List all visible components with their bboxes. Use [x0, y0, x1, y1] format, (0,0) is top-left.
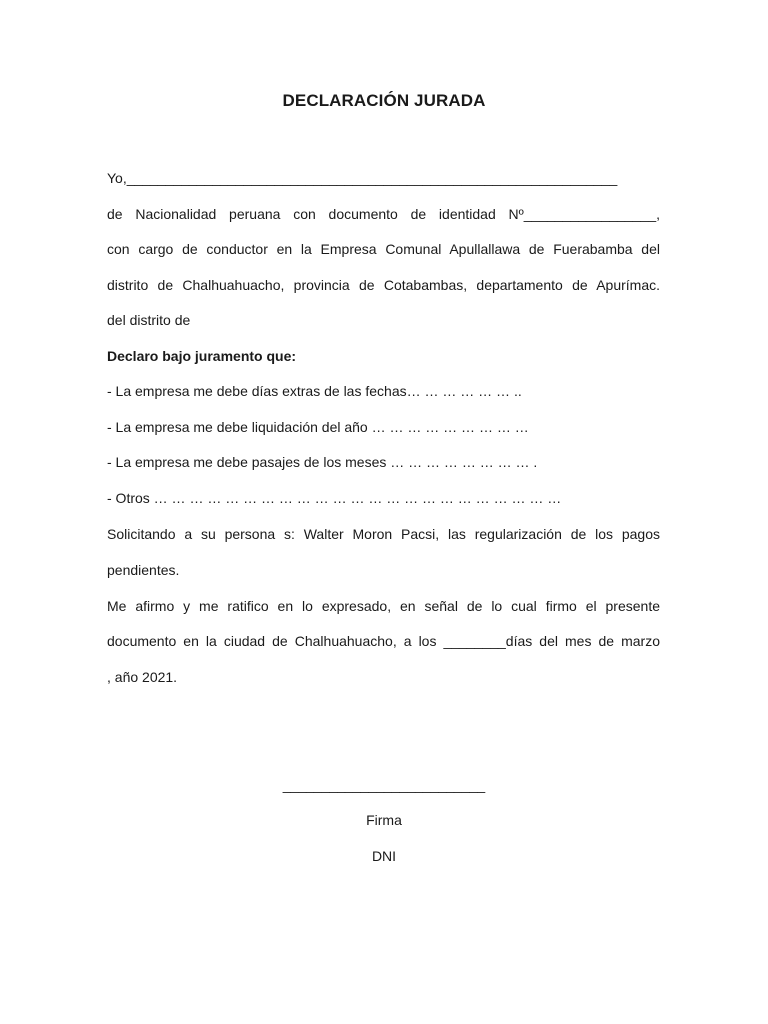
request-line: Solicitando a su persona s: Walter Moron Pacsi, las regularización de los pagos: [107, 526, 660, 542]
item-others: - Otros … … … … … … … … … … … … … … … … … … … … … … …: [107, 490, 562, 506]
nationality-line: de Nacionalidad peruana con documento de identidad Nº_________________,: [107, 206, 660, 222]
place-date-line: documento en la ciudad de Chalhuahuacho, a los ________días del mes de marzo: [107, 633, 660, 649]
district-fragment-line: del distrito de: [107, 312, 191, 328]
district-line: distrito de Chalhuahuacho, provincia de Cotabambas, departamento de Apurímac.: [107, 277, 660, 293]
name-line: Yo,_______________________________________________________________: [107, 170, 618, 186]
signature-line: __________________________: [282, 777, 486, 793]
item-fares: - La empresa me debe pasajes de los meses … … … … … … … … .: [107, 454, 538, 470]
affirmation-line: Me afirmo y me ratifico en lo expresado, en señal de lo cual firmo el presente: [107, 598, 660, 614]
year-line: , año 2021.: [107, 669, 178, 685]
document-title: DECLARACIÓN JURADA: [282, 91, 486, 110]
request-line-end: pendientes.: [107, 562, 180, 578]
oath-heading: Declaro bajo juramento que:: [107, 348, 297, 364]
id-label: DNI: [371, 848, 397, 864]
item-liquidation: - La empresa me debe liquidación del año … … … … … … … … …: [107, 419, 529, 435]
item-extra-days: - La empresa me debe días extras de las fechas… … … … … … ..: [107, 383, 522, 399]
position-line: con cargo de conductor en la Empresa Comunal Apullallawa de Fuerabamba del: [107, 241, 660, 257]
signature-label: Firma: [366, 812, 402, 828]
